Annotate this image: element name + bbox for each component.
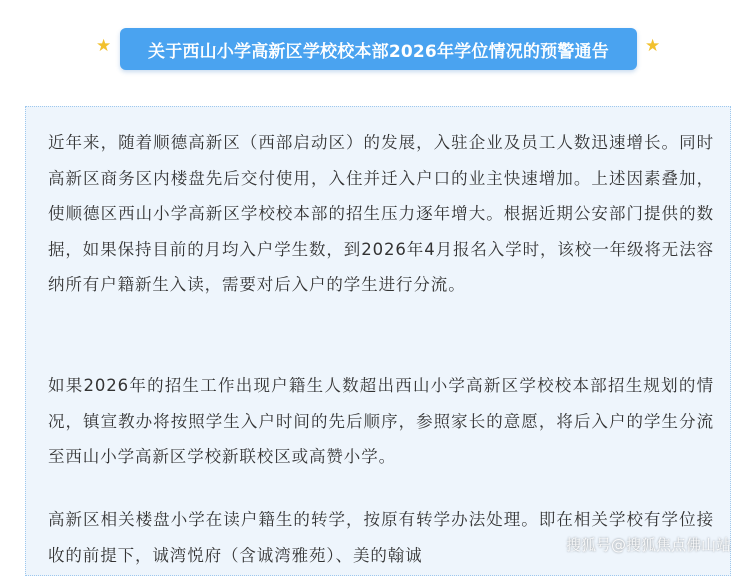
star-icon-left: ★: [96, 36, 112, 56]
star-icon-right: ★: [645, 36, 661, 56]
title-banner: [120, 28, 637, 70]
notice-title: 关于西山小学高新区学校校本部2026年学位情况的预警通告: [148, 41, 609, 62]
source-watermark: 搜狐号@搜狐焦点佛山站: [566, 536, 732, 554]
paragraph-transfer: 高新区相关楼盘小学在读户籍生的转学，按原有转学办法处理。即在相关学校有学位接收的前提下，诚湾悦府（含诚湾雅苑）、美的翰诚: [48, 510, 714, 565]
notice-content-box: [25, 106, 731, 576]
paragraph-growth: 近年来，随着顺德高新区（西部启动区）的发展，入驻企业及员工人数迅速增长。同时高新区商务区内楼盘先后交付使用，入住并迁入户口的业主快速增加。上述因素叠加，使顺德区西山小学高新区学校校本部的招生压力逐年增大。根据近期公安部门提供的数据，如果保持目前的月均入户学生数，到2026年4月报名入学时，该校一年级将无法容纳所有户籍新生入读，需要对后入户的学生进行分流。: [48, 133, 714, 294]
paragraph-diversion: 如果2026年的招生工作出现户籍生人数超出西山小学高新区学校校本部招生规划的情况，镇宣教办将按照学生入户时间的先后顺序，参照家长的意愿，将后入户的学生分流至西山小学高新区学校新联校区或高赞小学。: [48, 376, 714, 466]
notice-header: [0, 28, 740, 72]
